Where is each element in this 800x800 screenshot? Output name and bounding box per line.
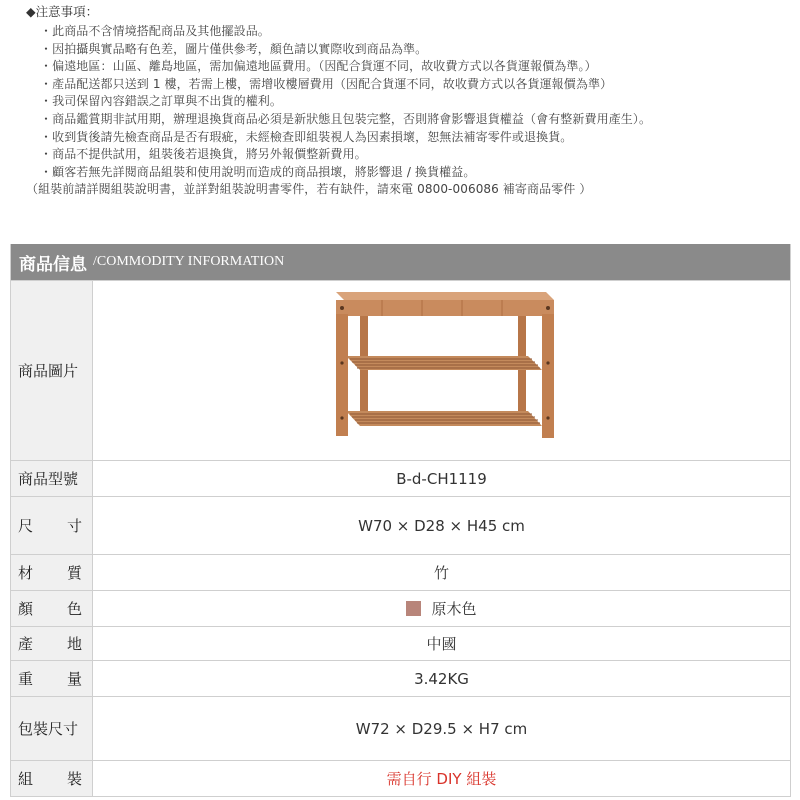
- section-header: [11, 244, 790, 281]
- row-size: [11, 497, 790, 555]
- note-line: ・顧客若無先詳閱商品組裝和使用說明而造成的商品損壞，將影響退 / 換貨權益。: [40, 164, 476, 179]
- label-color-char-1: 顏: [18, 600, 34, 618]
- label-origin: [11, 627, 93, 660]
- row-material: [11, 555, 790, 591]
- value-model: B-d-CH1119: [396, 469, 487, 488]
- section-title: 商品信息: [19, 254, 87, 275]
- value-assembly: 需自行 DIY 組裝: [386, 770, 497, 788]
- label-model: 商品型號: [11, 461, 93, 496]
- notes-footer: （組裝前請詳閱組裝說明書，並詳對組裝說明書零件，若有缺件，請來電 0800-006086 補寄商品零件 ）: [26, 182, 592, 197]
- note-line: ・偏遠地區：山區、離島地區，需加偏遠地區費用。（因配合貨運不同，故收費方式以各貨運報價為準。）: [40, 59, 597, 74]
- value-package-size: W72 × D29.5 × H7 cm: [355, 719, 528, 738]
- note-line: ・我司保留內容錯誤之訂單與不出貨的權利。: [40, 94, 283, 109]
- label-color: [11, 591, 93, 626]
- label-size-char-1: 尺: [18, 517, 34, 535]
- note-line: ・商品鑑賞期非試用期，辦理退換貨商品必須是新狀態且包裝完整，否則將會影響退貨權益（會有整新費用產生）。: [40, 111, 652, 126]
- note-line: ・收到貨後請先檢查商品是否有瑕疵，未經檢查即組裝視人為因素損壞，恕無法補寄零件或退換貨。: [40, 129, 573, 144]
- row-assembly: [11, 761, 790, 797]
- label-size-char-2: 寸: [66, 517, 82, 535]
- product-image: [93, 281, 790, 460]
- note-line: ・商品不提供試用，組裝後若退換貨，將另外報價整新費用。: [40, 147, 367, 162]
- label-material: [11, 555, 93, 590]
- label-product-image: 商品圖片: [11, 281, 93, 460]
- row-product-image: [11, 281, 790, 461]
- label-weight-char-2: 量: [66, 670, 82, 688]
- section-subtitle: /COMMODITY INFORMATION: [93, 254, 285, 269]
- label-package-size: 包裝尺寸: [11, 697, 93, 760]
- label-weight-char-1: 重: [18, 670, 34, 688]
- note-line: ・產品配送都只送到 1 樓，若需上樓，需增收樓層費用（因配合貨運不同，故收費方式以各貨運報價為準）: [40, 76, 613, 91]
- row-color: [11, 591, 790, 627]
- label-assembly-char-1: 組: [18, 770, 34, 788]
- row-package-size: [11, 697, 790, 761]
- value-color: [93, 591, 790, 626]
- commodity-info-table: [10, 244, 791, 797]
- label-assembly: [11, 761, 93, 796]
- value-material: 竹: [433, 564, 449, 582]
- label-origin-char-1: 產: [18, 635, 34, 653]
- note-line: ・此商品不含情境搭配商品及其他擺設品。: [40, 24, 270, 38]
- row-weight: [11, 661, 790, 697]
- label-weight: [11, 661, 93, 696]
- value-size: W70 × D28 × H45 cm: [358, 516, 525, 535]
- color-swatch: [406, 601, 421, 616]
- value-weight: 3.42KG: [414, 669, 469, 688]
- notes-title: ◆注意事項：: [26, 4, 99, 19]
- label-origin-char-2: 地: [66, 635, 82, 653]
- bamboo-bench-image: [322, 286, 562, 456]
- note-line: ・因拍攝與實品略有色差，圖片僅供參考，顏色請以實際收到商品為準。: [40, 41, 428, 56]
- label-material-char-1: 材: [18, 564, 34, 582]
- label-size: [11, 497, 93, 554]
- value-origin: 中國: [426, 635, 457, 653]
- row-origin: [11, 627, 790, 661]
- row-model: [11, 461, 790, 497]
- notes-section: [26, 3, 796, 199]
- label-color-char-2: 色: [66, 600, 82, 618]
- color-name: 原木色: [431, 600, 477, 618]
- label-assembly-char-2: 裝: [66, 770, 82, 788]
- label-material-char-2: 質: [66, 564, 82, 582]
